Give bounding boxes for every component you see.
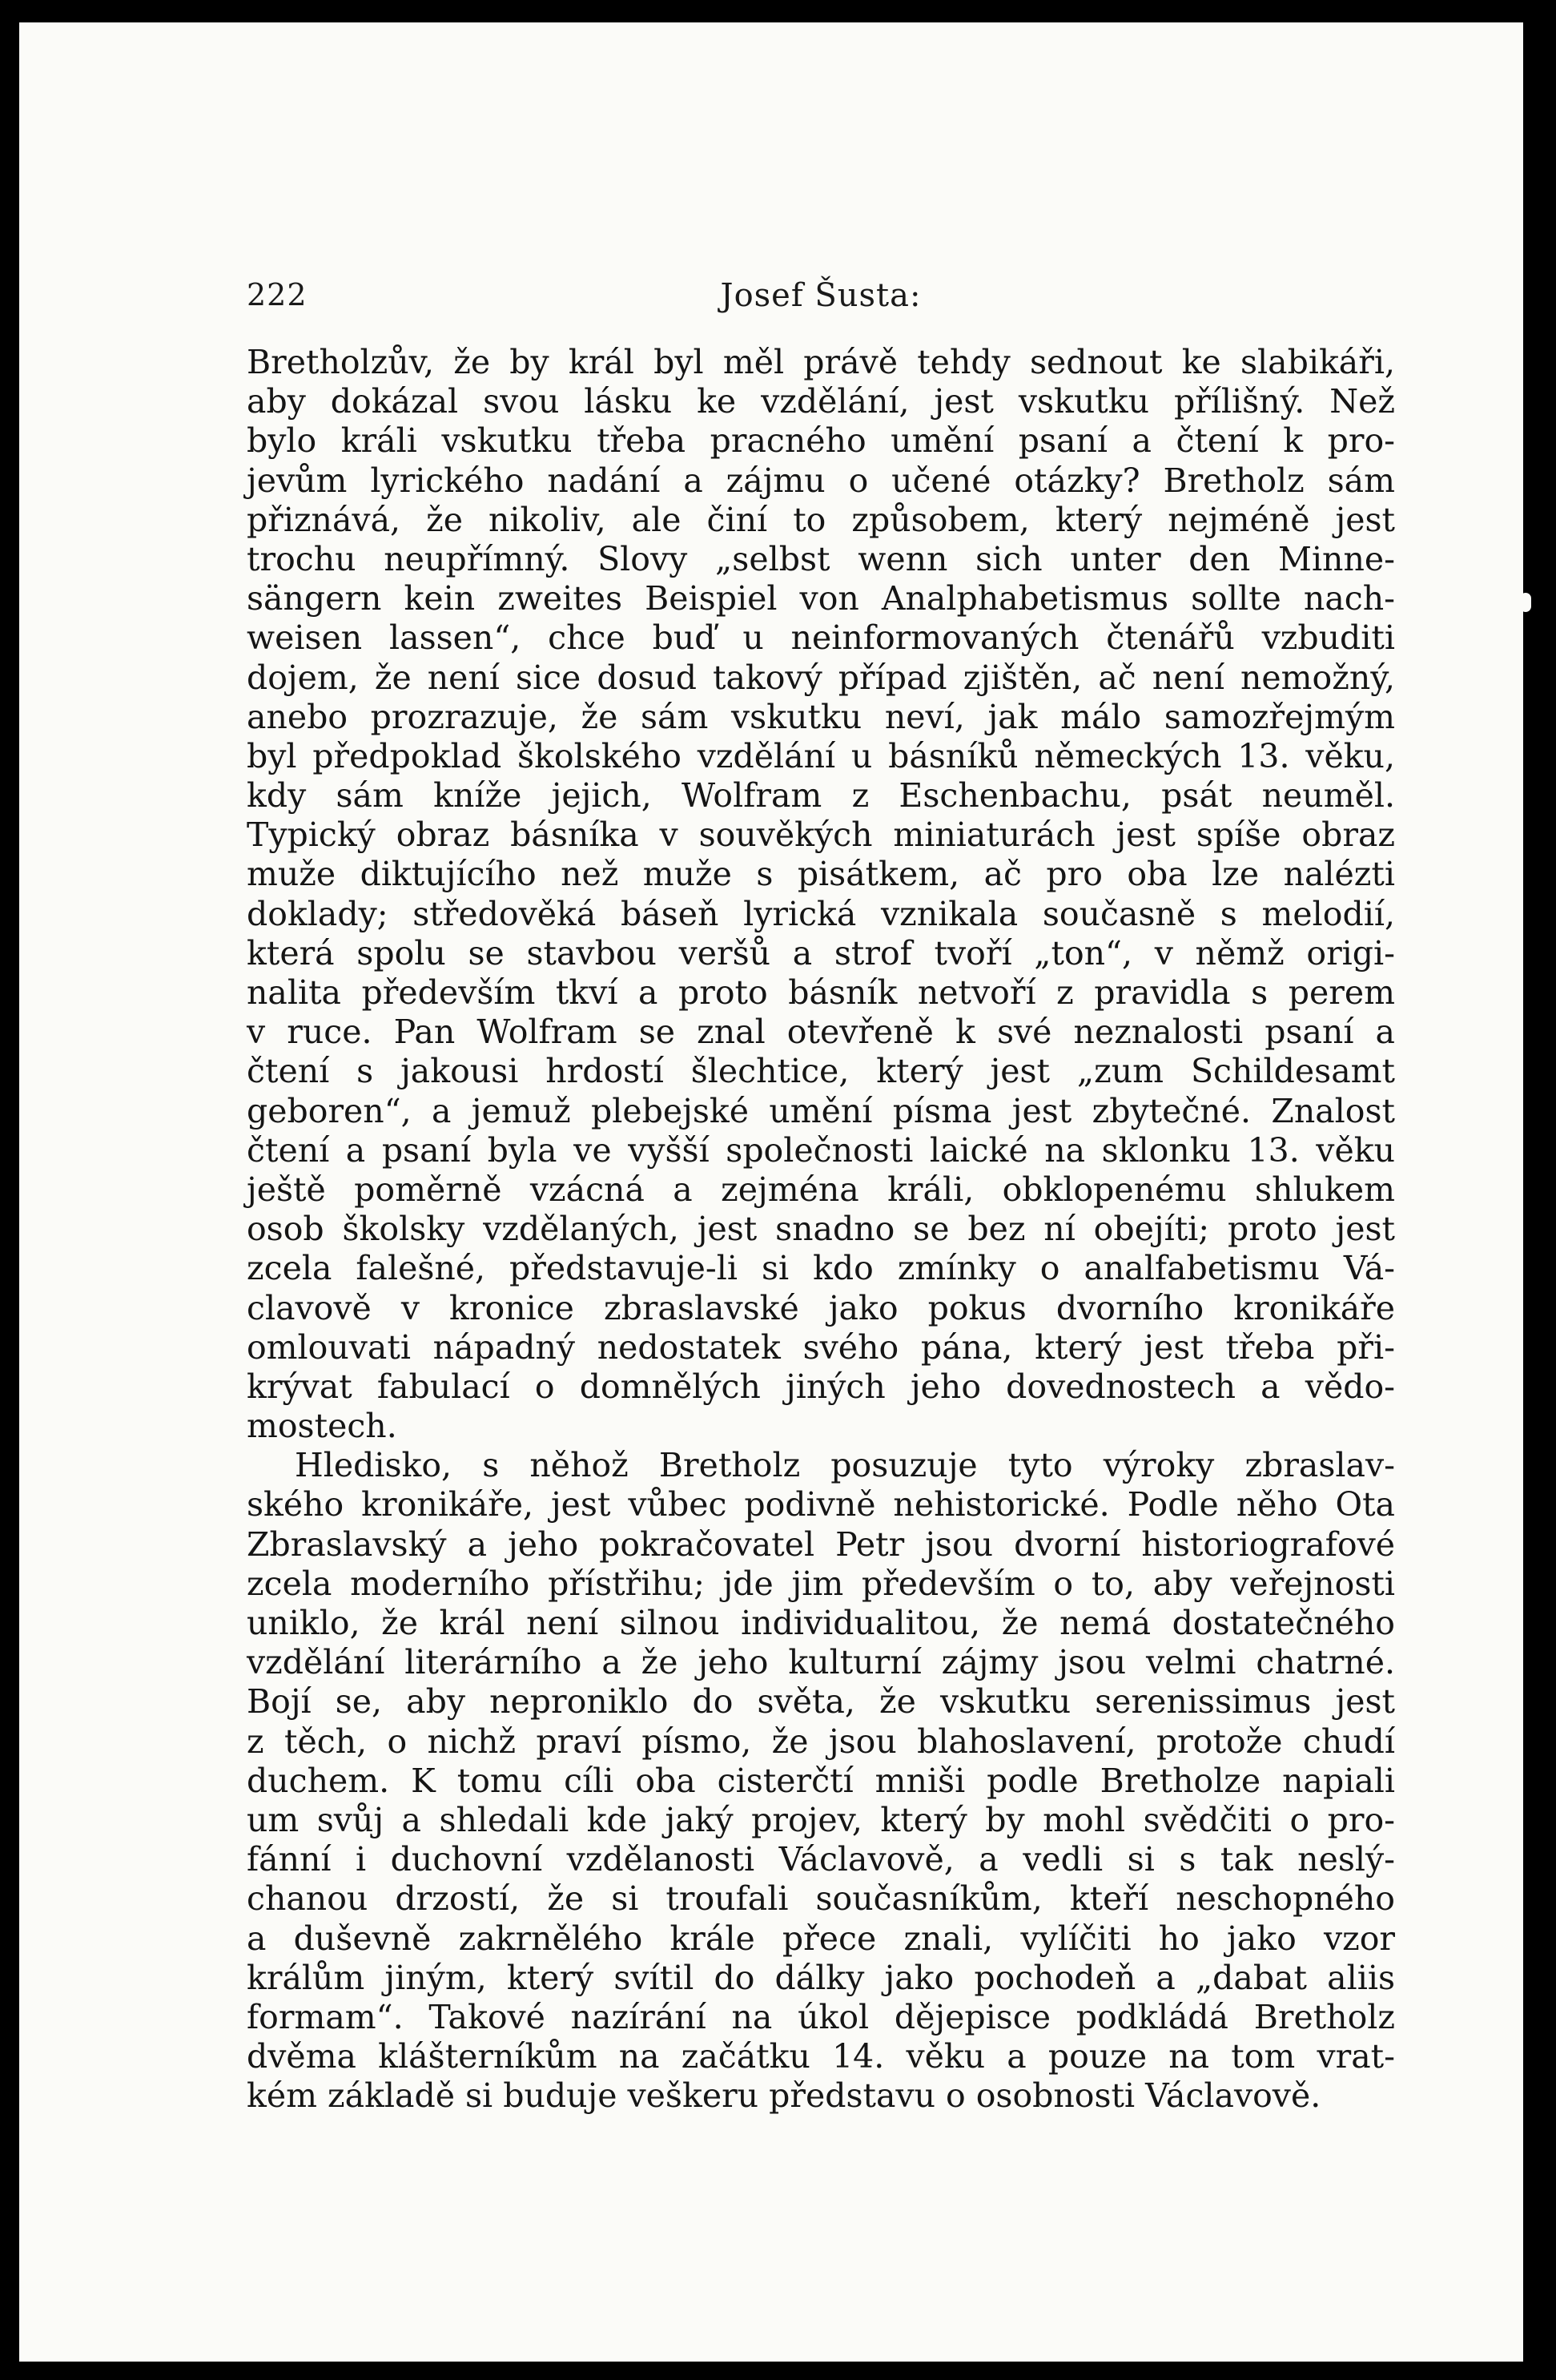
text-line: v ruce. Pan Wolfram se znal otevřeně k své neznalosti psaní a [247,1013,1395,1052]
text-line: zcela moderního přístřihu; jde jim především o to, aby veřejnosti [247,1564,1395,1603]
text-line: doklady; středověká báseň lyrická vznikala současně s melodií, [247,894,1395,933]
text-line: Typický obraz básníka v souvěkých miniaturách jest spíše obraz [247,815,1395,855]
text-line: Hledisko, s něhož Bretholz posuzuje tyto výroky zbraslav- [295,1446,1395,1485]
text-line: muže diktujícího než muže s pisátkem, ač pro oba lze nalézti [247,855,1395,894]
text-line: mostech. [247,1407,397,1446]
text-line: osob školsky vzdělaných, jest snadno se bez ní obejíti; proto jest [247,1210,1395,1249]
text-line: Bojí se, aby neproniklo do světa, že vskutku serenissimus jest [247,1682,1395,1722]
text-line: weisen lassen“, chce buď u neinformovaných čtenářů vzbuditi [247,618,1395,658]
text-line: bylo králi vskutku třeba pracného umění psaní a čtení k pro- [247,421,1395,461]
text-line: z těch, o nichž praví písmo, že jsou blahoslavení, protože chudí [247,1722,1395,1761]
text-line: nalita především tkví a proto básník netvoří z pravidla s perem [247,973,1395,1012]
text-line: dvěma klášterníkům na začátku 14. věku a pouze na tom vrat- [247,2037,1395,2076]
text-line: uniklo, že král není silnou individualitou, že nemá dostatečného [247,1604,1395,1642]
book-page [19,22,1523,2362]
text-line: omlouvati nápadný nedostatek svého pána, který jest třeba při- [247,1327,1395,1367]
paragraph [247,1446,1395,2116]
text-line: jevům lyrického nadání a zájmu o učené otázky? Bretholz sám [247,461,1395,500]
running-head: Josef Šusta: [720,277,922,314]
text-line: vzdělání literárního a že jeho kulturní zájmy jsou velmi chatrné. [247,1643,1395,1682]
page-header [247,277,1395,325]
paragraph [247,343,1395,1446]
text-line: trochu neupřímný. Slovy „selbst wenn sich unter den Minne- [247,539,1395,578]
text-line: duchem. K tomu cíli oba cisterčtí mniši podle Bretholze napiali [247,1761,1395,1800]
text-line: aby dokázal svou lásku ke vzdělání, jest vskutku přílišný. Než [247,382,1395,421]
body-text [247,343,1395,2116]
text-line: která spolu se stavbou veršů a strof tvoří „ton“, v němž origi- [247,933,1395,973]
text-line: byl předpoklad školského vzdělání u básníků německých 13. věku, [247,736,1395,775]
text-line: dojem, že není sice dosud takový případ zjištěn, ač není nemožný, [247,658,1395,697]
text-line: kdy sám kníže jejich, Wolfram z Eschenbachu, psát neuměl. [247,776,1395,815]
text-line: ského kronikáře, jest vůbec podivně nehistorické. Podle něho Ota [247,1485,1395,1524]
text-line: fánní i duchovní vzdělanosti Václavově, a vedli si s tak neslý- [247,1840,1395,1879]
text-line: formam“. Takové nazírání na úkol dějepisce podkládá Bretholz [247,1997,1395,2036]
text-line: anebo prozrazuje, že sám vskutku neví, jak málo samozřejmým [247,697,1395,736]
text-line: kém základě si buduje veškeru představu o osobnosti Václavově. [247,2076,1321,2116]
text-line: sängern kein zweites Beispiel von Analphabetismus sollte nach- [247,579,1395,618]
scan-edge-mark [1520,593,1531,612]
text-line: zcela falešné, představuje-li si kdo zmínky o analfabetismu Vá- [247,1249,1395,1288]
text-line: ještě poměrně vzácná a zejména králi, obklopenému shlukem [247,1170,1395,1209]
text-line: Bretholzův, že by král byl měl právě tehdy sednout ke slabikáři, [247,343,1395,381]
text-line: králům jiným, který svítil do dálky jako pochodeň a „dabat aliis [247,1958,1395,1997]
text-line: chanou drzostí, že si troufali současníkům, kteří neschopného [247,1879,1395,1919]
text-line: a duševně zakrnělého krále přece znali, vylíčiti ho jako vzor [247,1919,1395,1958]
text-line: přiznává, že nikoliv, ale činí to způsobem, který nejméně jest [247,500,1395,539]
text-line: krývat fabulací o domnělých jiných jeho dovednostech a vědo- [247,1367,1395,1406]
text-line: čtení s jakousi hrdostí šlechtice, který jest „zum Schildesamt [247,1052,1395,1091]
text-line: geboren“, a jemuž plebejské umění písma jest zbytečné. Znalost [247,1091,1395,1130]
text-line: clavově v kronice zbraslavské jako pokus dvorního kronikáře [247,1288,1395,1327]
text-line: um svůj a shledali kde jaký projev, který by mohl svědčiti o pro- [247,1800,1395,1839]
text-line: čtení a psaní byla ve vyšší společnosti laické na sklonku 13. věku [247,1130,1395,1170]
text-line: Zbraslavský a jeho pokračovatel Petr jsou dvorní historiografové [247,1524,1395,1564]
page-number: 222 [247,277,308,312]
